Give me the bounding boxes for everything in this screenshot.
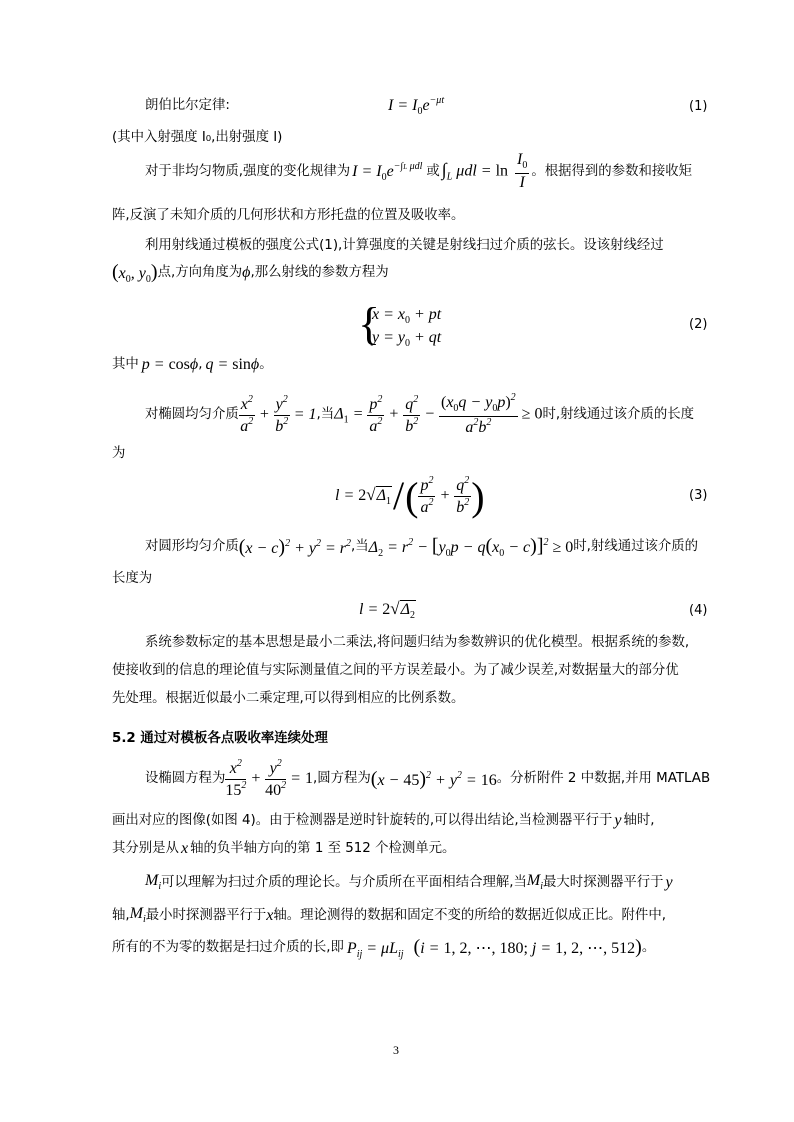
ray-text-b: 点,方向角度为 <box>157 265 243 281</box>
s52-p4a: 所有的不为零的数据是扫过介质的长,即 <box>112 940 344 956</box>
ray-text-c: ,那么射线的参数方程为 <box>250 265 389 281</box>
s52-ellipse-equation: $\frac{x^2}{15^2}$ + $\frac{y^2}{40^2}$ = 1 <box>225 757 313 799</box>
equation-3-number: (3) <box>689 488 708 503</box>
s52-para2-line-2 <box>112 906 666 925</box>
x-symbol-2: x <box>266 906 274 924</box>
circle-text-b: ,当 <box>351 539 369 555</box>
calib-line-1: 系统参数标定的基本思想是最小二乘法,将问题归结为参数辨识的优化模型。根据系统的参数, <box>145 635 690 650</box>
ray-where-sep: , <box>198 357 203 373</box>
ray-where-a: 其中 <box>112 357 139 373</box>
page-number: 3 <box>393 1043 399 1057</box>
circle-text-a: 对圆形均匀介质 <box>145 539 239 555</box>
ray-text-a: 利用射线通过模板的强度公式(1),计算强度的关键是射线扫过介质的弦长。设该射线经过 <box>145 238 664 253</box>
nonuniform-line <box>145 152 692 192</box>
s52-l2a: 画出对应的图像(如图 4)。由于检测器是逆时针旋转的,可以得出结论,当检测器平行于 <box>112 813 613 829</box>
calib-line-2: 使接收到的信息的理论值与实际测量值之间的平方误差最小。为了减少误差,对数据量大的部分优 <box>112 663 679 678</box>
equation-1-number: (1) <box>689 99 708 114</box>
ray-line-2 <box>112 262 389 284</box>
s52-p4b: 。 <box>641 940 656 956</box>
s52-p3b: 最小时探测器平行于 <box>145 907 267 923</box>
ellipse-text-d: 为 <box>112 446 126 461</box>
s52-p2b: 最大时探测器平行于 <box>543 874 664 890</box>
circle-text-d: 长度为 <box>112 571 153 586</box>
s52-text-a: 设椭圆方程为 <box>145 771 226 787</box>
y-symbol: y <box>614 812 622 829</box>
point-x0-y0: ($x_0$, $y_0$) <box>112 260 158 285</box>
y-symbol-2: y <box>665 873 673 891</box>
equation-3: $l = 2√\Delta_1$ / ( $\frac{p^2}{a^2}$ + $\frac{q^2}{b^2}$ ) <box>335 473 485 519</box>
lambert-label: 朗伯比尔定律: <box>145 98 230 113</box>
intensity-note: (其中入射强度 I₀,出射强度 I) <box>112 130 283 145</box>
s52-line-3 <box>112 841 455 857</box>
nonuniform-formula-a: $I = I_0e^{-\int L \mu dl}$ <box>352 160 423 183</box>
s52-line-2 <box>112 813 655 829</box>
s52-p3a: 轴, <box>112 907 130 923</box>
nonuniform-text-b: 。根据得到的参数和接收矩 <box>531 164 693 180</box>
delta1-condition: $\Delta_1$ = $\frac{p^2}{a^2}$ + $\frac{q^2}{b^2}$ − $\frac{(x_0q - y_0p)^2}{a^2b^2}$ ≥ 0 <box>334 392 543 436</box>
section-heading: 5.2 通过对模板各点吸收率连续处理 <box>112 731 328 746</box>
equation-2-number: (2) <box>689 317 708 332</box>
ellipse-equation: $\frac{x^2}{a^2}$ + $\frac{y^2}{b^2}$ = 1 <box>240 393 317 435</box>
p-definition: p = cosϕ <box>141 356 199 373</box>
s52-p2a: 可以理解为扫过介质的理论长。与介质所在平面相结合理解,当 <box>161 874 527 890</box>
phi-symbol: ϕ <box>242 264 251 281</box>
mi-symbol: $M_i$ <box>145 872 162 892</box>
s52-text-c: 。分析附件 2 中数据,并用 MATLAB <box>496 771 711 787</box>
ellipse-text-c: 时,射线通过该介质的长度 <box>542 407 694 423</box>
ray-where-end: 。 <box>259 357 273 373</box>
s52-para2-line-3 <box>112 936 655 960</box>
s52-circle-equation: $(x - 45)^2 + y^2 = 16$ <box>370 768 497 790</box>
mi-symbol-3: $M_i$ <box>129 905 146 925</box>
ellipse-text-a: 对椭圆均匀介质 <box>145 407 239 423</box>
nonuniform-or: 或 <box>426 164 440 180</box>
mi-symbol-2: $M_i$ <box>526 872 544 892</box>
equation-1: $I = I_0e^{-\mu t}$ <box>388 95 445 117</box>
equation-4: $l = 2√\Delta_2$ <box>359 599 415 621</box>
q-definition: q = sinϕ <box>205 356 260 373</box>
calib-line-3: 先处理。根据近似最小二乘定理,可以得到相应的比例系数。 <box>112 691 465 706</box>
nonuniform-formula-b: $\int_L$ μdl = ln $\frac{I_0}{I}$ <box>441 151 528 191</box>
nonuniform-text-a: 对于非均匀物质,强度的变化规律为 <box>145 164 351 180</box>
s52-para2-line-1 <box>145 873 673 892</box>
circle-line <box>145 534 698 560</box>
circle-text-c: 时,射线通过该介质的 <box>573 539 699 555</box>
ray-where-line <box>112 357 273 373</box>
s52-l2b: 轴时, <box>623 813 655 829</box>
s52-l3b: 轴的负半轴方向的第 1 至 512 个检测单元。 <box>190 841 456 857</box>
delta2-condition: $\Delta_2 = r^2 - [y_0p - q(x_0 - c)]^2 \ge 0$ <box>368 534 574 559</box>
x-symbol: x <box>180 840 189 857</box>
s52-p3c: 轴。理论测得的数据和固定不变的所给的数据近似成正比。附件中, <box>273 907 666 923</box>
nonuniform-text-c: 阵,反演了未知介质的几何形状和方形托盘的位置及吸收率。 <box>112 208 465 223</box>
ellipse-text-b: ,当 <box>316 407 335 423</box>
ellipse-line <box>145 391 694 439</box>
circle-equation: $(x - c)^2 + y^2 = r^2$ <box>238 536 352 558</box>
s52-text-b: ,圆方程为 <box>312 771 371 787</box>
pij-formula: $P_{ij} = \mu L_{ij}$ (i = 1, 2, ⋯, 180; j = 1, 2, ⋯, 512) <box>346 935 642 960</box>
s52-line-1 <box>145 758 710 800</box>
equation-4-number: (4) <box>689 603 708 618</box>
s52-l3a: 其分别是从 <box>112 841 179 857</box>
